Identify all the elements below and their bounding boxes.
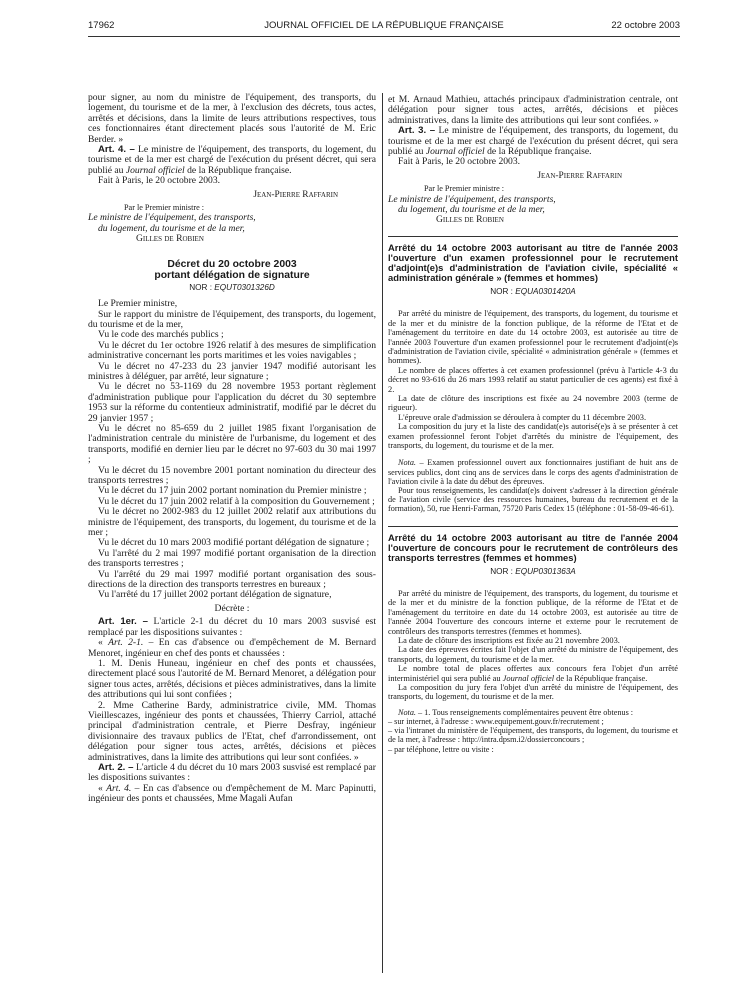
nota: Nota. – 1. Tous renseignements complémentaires peuvent être obtenus : <box>398 707 634 717</box>
ministre-line: du logement, du tourisme et de la mer, <box>398 204 545 216</box>
body-paragraph: L'épreuve orale d'admission se déroulera à compter du 11 décembre 2003. <box>398 412 647 422</box>
left-column <box>88 93 376 805</box>
spacer <box>388 450 678 458</box>
fait-a-paris: Fait à Paris, le 20 octobre 2003. <box>398 156 521 168</box>
visa-line: Vu le décret no 53-1169 du 28 novembre 1953 portant règlement d'administration publique pour l'application du décret du 30 septembre 1953 sur la réforme du contentieux administratif, modifié par le décret du 29 janvier 1957 ; <box>88 381 376 424</box>
ministre-name: Gilles de Robien <box>436 214 504 226</box>
nota-item: – sur internet, à l'adresse : www.equipement.gouv.fr/recrutement ; <box>388 717 604 727</box>
visa-line: Vu l'arrêté du 29 mai 1997 modifié portant organisation des sous-directions de la direction des transports terrestres en bureaux ; <box>88 568 376 591</box>
article-1: Art. 1er. – L'article 2-1 du décret du 10 mars 2003 susvisé est remplacé par les dispositions suivantes : <box>88 616 376 638</box>
fait-a-paris: Fait à Paris, le 20 octobre 2003. <box>98 175 221 187</box>
visa-line: Sur le rapport du ministre de l'équipement, des transports, du logement, du tourisme et de la mer, <box>88 308 376 330</box>
body-paragraph: Le nombre de places offertes à cet examen professionnel (prévu à l'article 4-3 du décret no 93-616 du 26 mars 1993 relatif au statut particulier de ces agents) est fixé à 2. <box>388 365 678 394</box>
article-4: Art. 4. – Le ministre de l'équipement, des transports, du logement, du tourisme et de la mer est chargé de l'exécution du présent décret, qui sera publié au Journal officiel de la République française. <box>88 144 376 176</box>
visa-line: Le Premier ministre, <box>98 298 178 310</box>
visa-line: Vu le décret du 17 juin 2002 portant nomination du Premier ministre ; <box>98 485 367 497</box>
header-rule <box>88 36 680 37</box>
visa-line: Vu le décret du 10 mars 2003 modifié portant délégation de signature ; <box>98 537 370 549</box>
page-number: 17962 <box>88 20 115 31</box>
body-paragraph: La date des épreuves écrites fait l'objet d'un arrêté du ministre de l'équipement, des transports, du logement, du tourisme et de la mer. <box>388 645 678 664</box>
journal-title: JOURNAL OFFICIEL DE LA RÉPUBLIQUE FRANÇAISE <box>264 20 504 31</box>
continued-paragraph: et M. Arnaud Mathieu, attachés principaux d'administration centrale, ont délégation pour signer tous actes, arrêtés, décisions et pièces administratives, dans la limite des attributions qui leur sont confiées. » <box>388 94 678 126</box>
body-paragraph: La composition du jury et la liste des candidat(e)s autorisé(e)s à se présenter à cet examen professionnel feront l'objet d'arrêtés du ministre de l'équipement, des transports, du logement, du tourisme et de la mer. <box>388 422 678 450</box>
page-header <box>88 20 680 34</box>
nota: Nota. – Examen professionnel ouvert aux fonctionnaires justifiant de huit ans de services publics, dont cinq ans de services dans le corps des agents d'administration de l'aviation civile à la date du début des épreuves. <box>388 458 678 486</box>
nota-item: – par téléphone, lettre ou visite : <box>388 744 494 754</box>
body-paragraph: La date de clôture des inscriptions est fixée au 24 novembre 2003 (terme de rigueur). <box>388 393 678 413</box>
par-premier-ministre: Par le Premier ministre : <box>124 203 205 213</box>
decree-title: Décret du 20 octobre 2003 portant délégation de signature <box>154 258 310 281</box>
visa-line: Vu le décret du 17 juin 2002 relatif à la composition du Gouvernement ; <box>98 495 375 507</box>
visa-line: Vu le code des marchés publics ; <box>98 329 224 341</box>
body-paragraph: La date de clôture des inscriptions est fixée au 21 novembre 2003. <box>398 636 620 646</box>
article-label: Art. 2. – <box>98 761 134 773</box>
list-item: 1. M. Denis Huneau, ingénieur en chef des ponts et chaussées, directement placé sous l'autorité de M. Bernard Menoret, a délégation pour signer tous actes, arrêtés, décisions et pièces administratives, dans la limite des attributions qui lui sont confiées ; <box>88 657 376 701</box>
nor-reference: NOR : EQUA0301420A <box>490 286 576 296</box>
nota-item: – via l'intranet du ministère de l'équipement, des transports, du logement, du tourisme et de la mer, à l'adresse : http://intra.dpsm.i2/dossierconcours ; <box>388 726 678 745</box>
arrete-title: Arrêté du 14 octobre 2003 autorisant au titre de l'année 2003 l'ouverture d'un examen professionnel pour le recrutement d'adjoint(e)s d'administration de l'aviation civile, spécialité « administration générale » (femmes et hommes) <box>388 241 678 283</box>
arrete-title: Arrêté du 14 octobre 2003 autorisant au titre de l'année 2004 l'ouverture de concours pour le recrutement de contrôleurs des transports terrestres (femmes et hommes) <box>388 531 678 563</box>
visa-line: Vu l'arrêté du 2 mai 1997 modifié portant organisation de la direction des transports terrestres ; <box>88 547 376 570</box>
article-2: Art. 2. – L'article 4 du décret du 10 mars 2003 susvisé est remplacé par les dispositions suivantes : <box>88 761 376 784</box>
section-rule <box>388 526 678 527</box>
list-item: 2. Mme Catherine Bardy, administratrice civile, MM. Thomas Vieillescazes, ingénieur des ponts et chaussées, Thierry Carriol, attaché principal d'administration centrale, et Pierre Desfray, ingénieur divisionnaire des travaux publics de l'Etat, chef d'arrondissement, ont délégation pour signer tous actes, arrêtés, décisions et pièces administratives, dans la limite des attributions qui leur sont confiées. » <box>88 699 376 763</box>
nor-reference: NOR : EQUP0301363A <box>490 566 576 576</box>
article-label: Art. 4. – <box>98 144 135 156</box>
nor-reference: NOR : EQUT0301326D <box>189 282 275 292</box>
right-column <box>388 95 678 754</box>
body-paragraph: Le nombre total de places offertes aux concours fera l'objet d'un arrêté interministériel qui sera publié au Journal officiel de la République française. <box>388 664 678 683</box>
article-3: Art. 3. – Le ministre de l'équipement, des transports, du logement, du tourisme et de la mer est chargé de l'exécution du présent décret, qui sera publié au Journal officiel de la République française. <box>388 125 678 158</box>
visa-line: Vu le décret no 85-659 du 2 juillet 1985 fixant l'organisation de l'administration centrale du ministère de l'urbanisme, du logement et des transports, modifié en dernier lieu par le décret no 97-603 du 30 mai 1997 ; <box>88 422 376 466</box>
body-paragraph: La composition du jury fera l'objet d'un arrêté du ministre de l'équipement, des transports, du logement, du tourisme et de la mer. <box>388 683 678 702</box>
ministre-line: Le ministre de l'équipement, des transports, <box>88 212 256 224</box>
body-paragraph: Par arrêté du ministre de l'équipement, des transports, du logement, du tourisme et de la mer et du ministre de la fonction publique, de la réforme de l'Etat et de l'aménagement du territoire en date du 14 octobre 2003, est autorisée au titre de l'année 2004 l'ouverture des concours interne et externe pour le recrutement de contrôleurs des transports terrestres (femmes et hommes). <box>388 589 678 636</box>
column-divider <box>382 93 383 973</box>
signature: Jean-Pierre Raffarin <box>537 170 622 181</box>
nota-contact: Pour tous renseignements, les candidat(e)s doivent s'adresser à la direction générale de l'aviation civile (service des ressources humaines, bureau du recrutement et de la formation), 50, rue Henri-Farman, 75720 Paris Cedex 15 (téléphone : 01-58-09-46-61). <box>388 485 678 514</box>
visa-line: Vu le décret du 15 novembre 2001 portant nomination du directeur des transports terrestres ; <box>88 464 376 486</box>
arrete-body <box>388 309 678 450</box>
signature: Jean-Pierre Raffarin <box>253 189 338 200</box>
visa-line: Vu l'arrêté du 17 juillet 2002 portant délégation de signature, <box>98 589 332 601</box>
decree-visas <box>88 299 376 601</box>
section-rule <box>388 236 678 237</box>
article-label: Art. 1er. – <box>98 616 148 628</box>
issue-date: 22 octobre 2003 <box>611 20 680 31</box>
article-2-1: « Art. 2-1. – En cas d'absence ou d'empêchement de M. Bernard Menoret, ingénieur en chef des ponts et chaussées : <box>88 637 377 659</box>
visa-line: Vu le décret no 47-233 du 23 janvier 1947 modifié autorisant les ministres à déléguer, par arrêté, leur signature ; <box>88 360 376 382</box>
ministre-line: du logement, du tourisme et de la mer, <box>98 222 245 234</box>
ministre-line: Le ministre de l'équipement, des transports, <box>388 193 556 205</box>
visa-line: Vu le décret no 2002-983 du 12 juillet 2002 relatif aux attributions du ministre de l'équipement, des transports, du logement, du tourisme et de la mer ; <box>88 506 376 539</box>
arrete-body <box>388 589 678 702</box>
article-4-quoted: « Art. 4. – En cas d'absence ou d'empêchement de M. Marc Papinutti, ingénieur des ponts et chaussées, Mme Magali Aufan <box>88 782 376 805</box>
ministre-name: Gilles de Robien <box>136 233 204 245</box>
decrete: Décrète : <box>214 602 250 614</box>
body-paragraph: Par arrêté du ministre de l'équipement, des transports, du logement, du tourisme et de la mer et du ministre de la fonction publique, de la réforme de l'Etat et de l'aménagement du territoire en date du 14 octobre 2003, est autorisée au titre de l'année 2003 l'ouverture d'un examen professionnel pour le recrutement d'adjoint(e)s d'administration de l'aviation civile, spécialité « administration générale » (femmes et hommes). <box>388 309 678 366</box>
visa-line: Vu le décret du 1er octobre 1926 relatif à des mesures de simplification administrative concernant les ports maritimes et les voies navigables ; <box>88 339 376 362</box>
par-premier-ministre: Par le Premier ministre : <box>424 184 505 194</box>
article-label: Art. 3. – <box>398 125 436 137</box>
continued-paragraph: pour signer, au nom du ministre de l'équipement, des transports, du logement, du tourisme et de la mer, à l'exclusion des décrets, tous actes, arrêtés et décisions, dans la limite de leurs attributions respectives, tous ces fonctionnaires étant directement placés sous l'autorité de M. Eric Berder. » <box>88 92 376 145</box>
